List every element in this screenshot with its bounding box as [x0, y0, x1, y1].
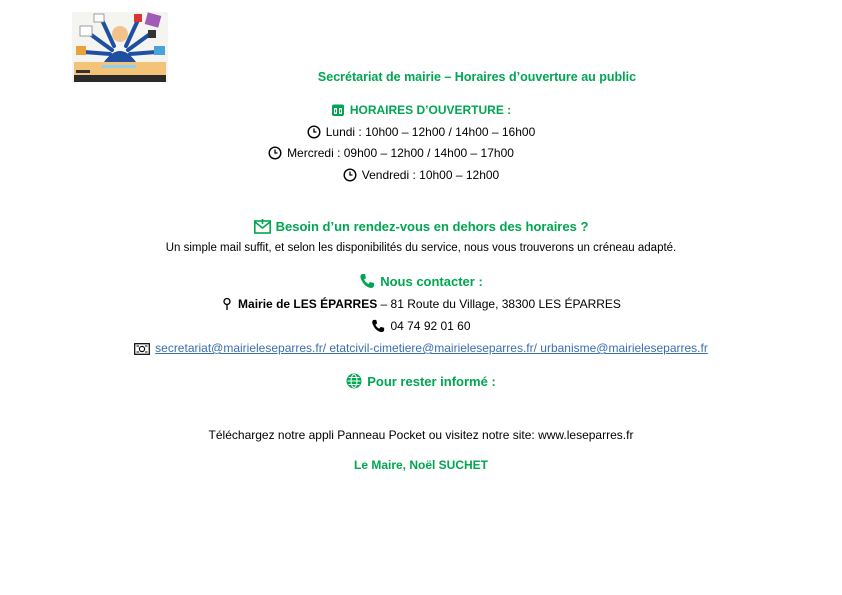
hours-heading-label: HORAIRES D’OUVERTURE :	[349, 103, 512, 117]
appointment-heading-label: Besoin d’un rendez-vous en dehors des horaires ?	[275, 219, 589, 234]
info-heading-label: Pour rester informé :	[367, 374, 496, 389]
hours-times: 10h00 – 12h00	[419, 168, 500, 182]
hours-heading	[0, 102, 842, 121]
phone-icon	[359, 273, 375, 293]
clock-icon	[307, 125, 321, 143]
appointment-heading	[0, 219, 842, 238]
hours-times: 09h00 – 12h00 / 14h00 – 17h00	[343, 146, 514, 160]
phone-line	[0, 318, 842, 337]
hours-day: Mercredi :	[287, 146, 341, 160]
info-text: Téléchargez notre appli Panneau Pocket ou visitez notre site: www.leseparres.fr	[208, 428, 634, 442]
signature: Le Maire, Noël SUCHET	[353, 458, 489, 472]
phone-icon	[371, 319, 385, 337]
email-line	[0, 340, 842, 359]
calendar-icon	[331, 103, 345, 121]
page-title: Secrétariat de mairie – Horaires d’ouverture au public	[317, 70, 637, 84]
hours-times: 10h00 – 12h00 / 14h00 – 16h00	[365, 125, 536, 139]
globe-icon	[346, 373, 362, 393]
address-name: Mairie de LES ÉPARRES	[238, 297, 378, 311]
hours-day: Vendredi :	[361, 168, 416, 182]
hours-row-wednesday	[0, 145, 812, 164]
hours-row-monday	[0, 124, 842, 143]
email-links[interactable]: secretariat@mairieleseparres.fr/ etatcivil-cimetiere@mairieleseparres.fr/ urbanisme@mairieleseparres.fr	[155, 341, 708, 355]
clock-icon	[268, 146, 282, 164]
clock-icon	[343, 168, 357, 186]
hours-row-friday	[0, 167, 842, 186]
phone-number: 04 74 92 01 60	[390, 319, 471, 333]
contact-heading-label: Nous contacter :	[380, 274, 483, 289]
contact-heading	[0, 273, 842, 293]
address-line	[0, 296, 842, 315]
hours-day: Lundi :	[325, 125, 362, 139]
appointment-text: Un simple mail suffit, et selon les disponibilités du service, nous vous trouverons un créneau adapté.	[165, 242, 677, 254]
mail-card-icon	[134, 343, 150, 359]
address-rest: – 81 Route du Village, 38300 LES ÉPARRES	[380, 297, 621, 311]
envelope-icon	[254, 219, 271, 238]
location-pin-icon	[221, 297, 233, 315]
info-heading	[0, 373, 842, 393]
